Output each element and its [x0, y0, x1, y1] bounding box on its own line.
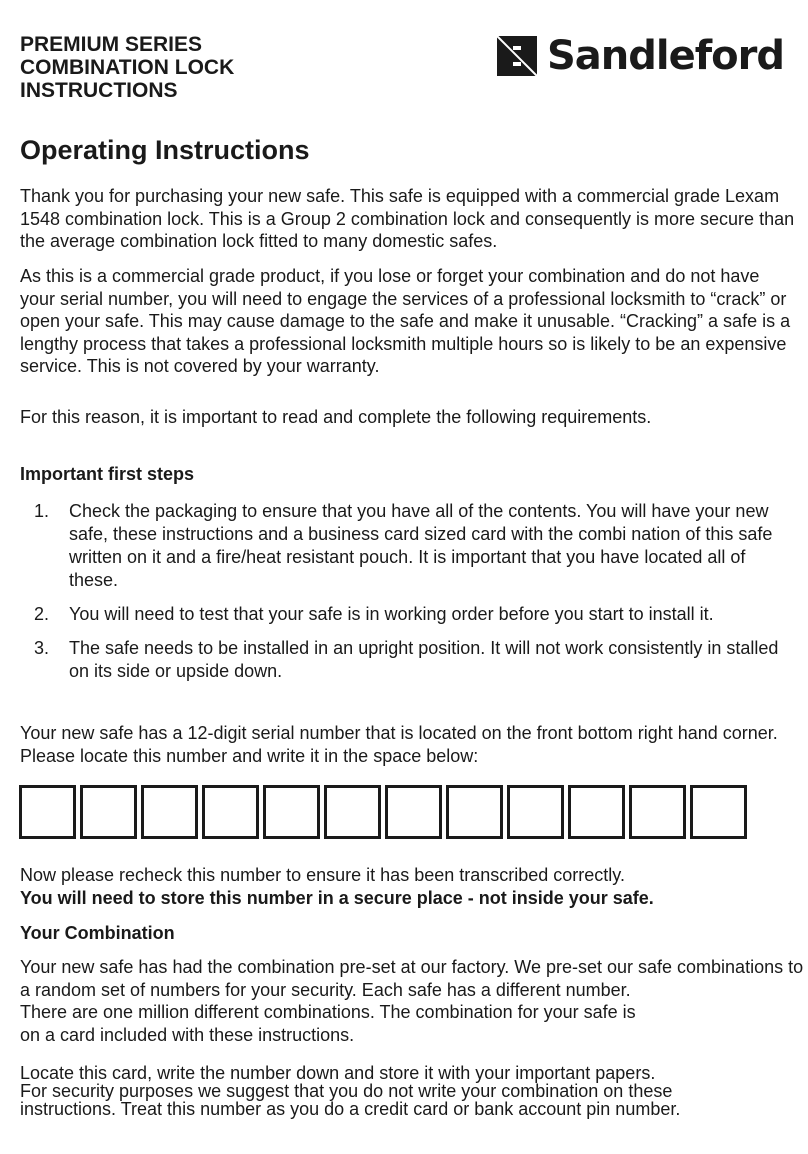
warning-paragraph: As this is a commercial grade product, if you lose or forget your combination and do not have your serial number, you will need to engage the services of a professional locksmith to “crack” or open your safe. This may cause damage to the safe and make it unusable. “Cracking” a safe is a lengthy process that takes a professional locksmith multiple hours so is likely to be an expensive service. This is not covered by your warranty. [20, 266, 791, 376]
title-line: INSTRUCTIONS [20, 79, 178, 102]
combination-heading: Your Combination [20, 923, 175, 943]
store-warning: You will need to store this number in a secure place - not inside your safe. [20, 888, 654, 908]
serial-digit-box[interactable] [507, 785, 564, 839]
serial-digit-box[interactable] [629, 785, 686, 839]
intro-paragraph: Thank you for purchasing your new safe. This safe is equipped with a commercial grade Lexam 1548 combination lock. This is a Group 2 combination lock and consequently is more secure than the average combination lock fitted to many domestic safes. [20, 186, 795, 251]
serial-digit-box[interactable] [446, 785, 503, 839]
serial-number-boxes [19, 785, 747, 839]
page-title: Operating Instructions [20, 135, 310, 165]
brand-name: Sandleford [547, 33, 784, 79]
combination-body: on a card included with these instructions. [20, 1024, 355, 1045]
serial-digit-box[interactable] [141, 785, 198, 839]
list-item [20, 500, 790, 592]
title-line: COMBINATION LOCK [20, 56, 235, 79]
first-steps-list [20, 500, 790, 694]
serial-digit-box[interactable] [568, 785, 625, 839]
first-steps-heading: Important first steps [20, 464, 195, 484]
recheck-text: Now please recheck this number to ensure it has been transcribed correctly. [20, 865, 625, 885]
list-item [20, 637, 790, 683]
serial-intro: Your new safe has a 12-digit serial number that is located on the front bottom right hand corner. Please locate this number and write it in the space below: [20, 723, 778, 766]
step-number: 2. [34, 604, 50, 624]
step-text: You will need to test that your safe is in working order before you start to install it. [69, 604, 714, 624]
combination-paragraph [20, 956, 805, 1046]
document-title [20, 33, 234, 102]
serial-digit-box[interactable] [385, 785, 442, 839]
step-text: Check the packaging to ensure that you have all of the contents. You will have your new safe, these instructions and a business card sized card with the combi nation of this safe written on it and a fire/heat resistant pouch. It is important that you have located all of these. [69, 501, 773, 590]
serial-digit-box[interactable] [80, 785, 137, 839]
serial-digit-box[interactable] [19, 785, 76, 839]
sandleford-s-icon [493, 32, 541, 80]
serial-digit-box[interactable] [690, 785, 747, 839]
step-number: 3. [34, 638, 50, 658]
serial-digit-box[interactable] [263, 785, 320, 839]
title-line: PREMIUM SERIES [20, 33, 203, 56]
step-number: 1. [34, 501, 50, 521]
list-item [20, 603, 790, 626]
combination-body: There are one million different combinations. The combination for your safe is [20, 1002, 636, 1022]
reason-paragraph: For this reason, it is important to read and complete the following requirements. [20, 407, 652, 427]
serial-digit-box[interactable] [202, 785, 259, 839]
locate-text: For security purposes we suggest that you do not write your combination on these [20, 1081, 673, 1101]
locate-paragraph [20, 1064, 795, 1118]
combination-body: Your new safe has had the combination pre-set at our factory. We pre-set our safe combinations to a random set of numbers for your security. Each safe has a different number. [20, 957, 804, 1000]
step-text: The safe needs to be installed in an upright position. It will not work consistently in stalled on its side or upside down. [69, 638, 779, 681]
locate-text: Locate this card, write the number down and store it with your important papers. [20, 1063, 656, 1083]
serial-digit-box[interactable] [324, 785, 381, 839]
locate-text: instructions. Treat this number as you do a credit card or bank account pin number. [20, 1099, 681, 1119]
brand-logo [493, 32, 784, 80]
